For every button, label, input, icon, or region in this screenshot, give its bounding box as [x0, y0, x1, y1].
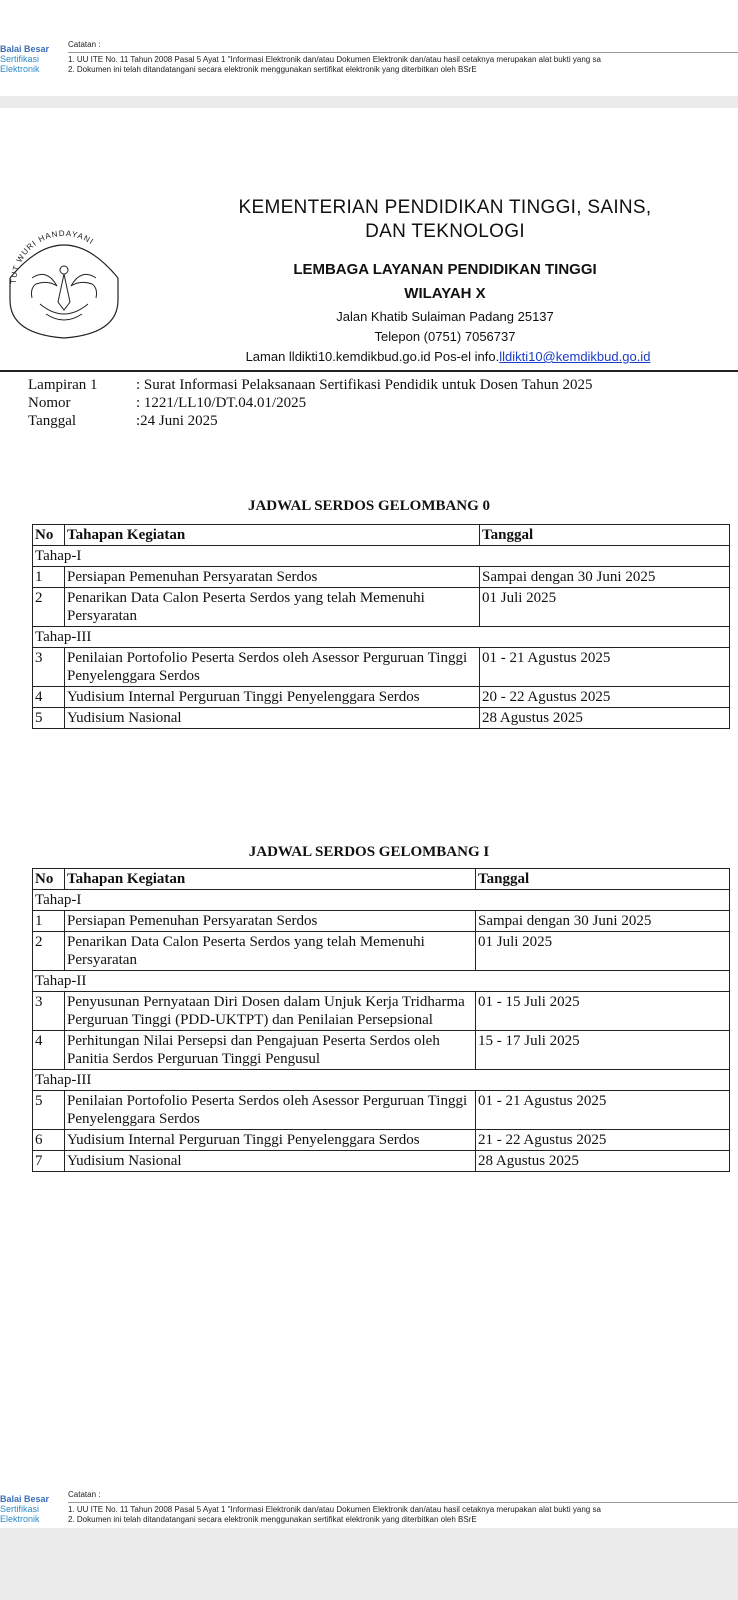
table-row: 4 Perhitungan Nilai Persepsi dan Pengajuan Peserta Serdos oleh Panitia Serdos Perguruan Tinggi Pengusul 15 - 17 Juli 2025: [33, 1031, 730, 1070]
table-row: 2 Penarikan Data Calon Peserta Serdos yang telah Memenuhi Persyaratan 01 Juli 2025: [33, 932, 730, 971]
svg-text:TUT WURI HANDAYANI: TUT WURI HANDAYANI: [8, 228, 96, 285]
table-row: 1 Persiapan Pemenuhan Persyaratan Serdos Sampai dengan 30 Juni 2025: [33, 911, 730, 932]
stage-row: Tahap-II: [33, 971, 730, 992]
web-email: Laman lldikti10.kemdikbud.go.id Pos-el info.lldikti10@kemdikbud.go.id: [245, 349, 651, 364]
table-row: 5 Yudisium Nasional 28 Agustus 2025: [33, 708, 730, 729]
header-rule: [0, 370, 738, 372]
table-row: 2 Penarikan Data Calon Peserta Serdos yang telah Memenuhi Persyaratan 01 Juli 2025: [33, 588, 730, 627]
bsre-logo: Balai Besar Sertifikasi Elektronik: [0, 1494, 50, 1524]
note-1: 1. UU ITE No. 11 Tahun 2008 Pasal 5 Ayat 1 "Informasi Elektronik dan/atau Dokumen Elektronik dan/atau hasil cetaknya merupakan alat bukti yang sa: [68, 55, 601, 64]
letter-meta: Lampiran 1 : Surat Informasi Pelaksanaan Sertifikasi Pendidik untuk Dosen Tahun 2025 Nomor : 1221/LL10/DT.04.01/2025 Tanggal :24 Juni 2025: [28, 377, 593, 429]
catatan-notes: Catatan : 1. UU ITE No. 11 Tahun 2008 Pasal 5 Ayat 1 "Informasi Elektronik dan/atau Dokumen Elektronik dan/atau hasil cetaknya merupakan alat bukti yang sa 2. Dokumen ini telah ditandatangani secara elektronik menggunakan sertifikat elektronik yang diterbitkan oleh BSrE: [68, 1490, 738, 1525]
table-row: 7 Yudisium Nasional 28 Agustus 2025: [33, 1151, 730, 1172]
table0-title: JADWAL SERDOS GELOMBANG 0: [247, 498, 491, 514]
catatan-notes: [68, 40, 738, 75]
tut-wuri-handayani-emblem-icon: [2, 218, 126, 342]
bsre-footer: [0, 40, 738, 92]
table-row: 6 Yudisium Internal Perguruan Tinggi Penyelenggara Serdos 21 - 22 Agustus 2025: [33, 1130, 730, 1151]
table-row: 1 Persiapan Pemenuhan Persyaratan Serdos Sampai dengan 30 Juni 2025: [33, 567, 730, 588]
email-link[interactable]: lldikti10@kemdikbud.go.id: [499, 349, 651, 364]
agency-name: LEMBAGA LAYANAN PENDIDIKAN TINGGI WILAYAH X: [293, 261, 597, 302]
stage-row: Tahap-I: [33, 546, 730, 567]
stage-row: Tahap-I: [33, 890, 730, 911]
stage-row: Tahap-III: [33, 627, 730, 648]
table-row: 5 Penilaian Portofolio Peserta Serdos oleh Asessor Perguruan Tinggi Penyelenggara Serdos 01 - 21 Agustus 2025: [33, 1091, 730, 1130]
schedule-table-1: No Tahapan Kegiatan Tanggal Tahap-I 1 Persiapan Pemenuhan Persyaratan Serdos Sampai dengan 30 Juni 2025 2 Penarikan Data Calon Peserta Serdos yang telah Memenuhi Persyaratan 01 Juli 2025 Tahap-II 3 Penyusunan Pernyataan Diri Dosen dalam Unjuk Kerja Tridharma Perguruan Tinggi (PDD-UKTPT) dan Penilaian Persepsional 01 - 15 Juli 2025 4 Perhitungan Nilai Persepsi dan Pengajuan Peserta Serdos oleh Panitia Serdos Perguruan Tinggi Pengusul 15 - 17 Juli 2025 Tahap-III 5 Penilaian Portofolio Peserta Serdos oleh Asessor Perguruan Tinggi Penyelenggara Serdos 01 - 21 Agustus 2025 6 Yudisium Internal Perguruan Tinggi Penyelenggara Serdos 21 - 22 Agustus 2025 7 Yudisium Nasional 28 Agustus 2025: [32, 868, 730, 1172]
document-page: [0, 108, 738, 1528]
note-2: 2. Dokumen ini telah ditandatangani secara elektronik menggunakan sertifikat elektronik yang diterbitkan oleh BSrE: [68, 65, 477, 74]
catatan-label: Catatan :: [68, 40, 738, 53]
schedule-table-0: No Tahapan Kegiatan Tanggal Tahap-I 1 Persiapan Pemenuhan Persyaratan Serdos Sampai dengan 30 Juni 2025 2 Penarikan Data Calon Peserta Serdos yang telah Memenuhi Persyaratan 01 Juli 2025 Tahap-III 3 Penilaian Portofolio Peserta Serdos oleh Asessor Perguruan Tinggi Penyelenggara Serdos 01 - 21 Agustus 2025 4 Yudisium Internal Perguruan Tinggi Penyelenggara Serdos 20 - 22 Agustus 2025 5 Yudisium Nasional 28 Agustus 2025: [32, 524, 730, 729]
ministry-name: KEMENTERIAN PENDIDIKAN TINGGI, SAINS, DAN TEKNOLOGI: [238, 197, 652, 242]
bsre-footer-bottom: [0, 1490, 738, 1528]
address: Jalan Khatib Sulaiman Padang 25137: [336, 309, 554, 324]
table-row: 3 Penilaian Portofolio Peserta Serdos oleh Asessor Perguruan Tinggi Penyelenggara Serdos 01 - 21 Agustus 2025: [33, 648, 730, 687]
phone: Telepon (0751) 7056737: [374, 329, 516, 344]
table1-title: JADWAL SERDOS GELOMBANG I: [248, 844, 490, 860]
bsre-logo: Balai Besar Sertifikasi Elektronik: [0, 44, 50, 74]
table-row: 3 Penyusunan Pernyataan Diri Dosen dalam Unjuk Kerja Tridharma Perguruan Tinggi (PDD-UKTPT) dan Penilaian Persepsional 01 - 15 Juli 2025: [33, 992, 730, 1031]
letterhead: [0, 108, 738, 429]
table-row: 4 Yudisium Internal Perguruan Tinggi Penyelenggara Serdos 20 - 22 Agustus 2025: [33, 687, 730, 708]
stage-row: Tahap-III: [33, 1070, 730, 1091]
top-footer-sheet: [0, 0, 738, 96]
